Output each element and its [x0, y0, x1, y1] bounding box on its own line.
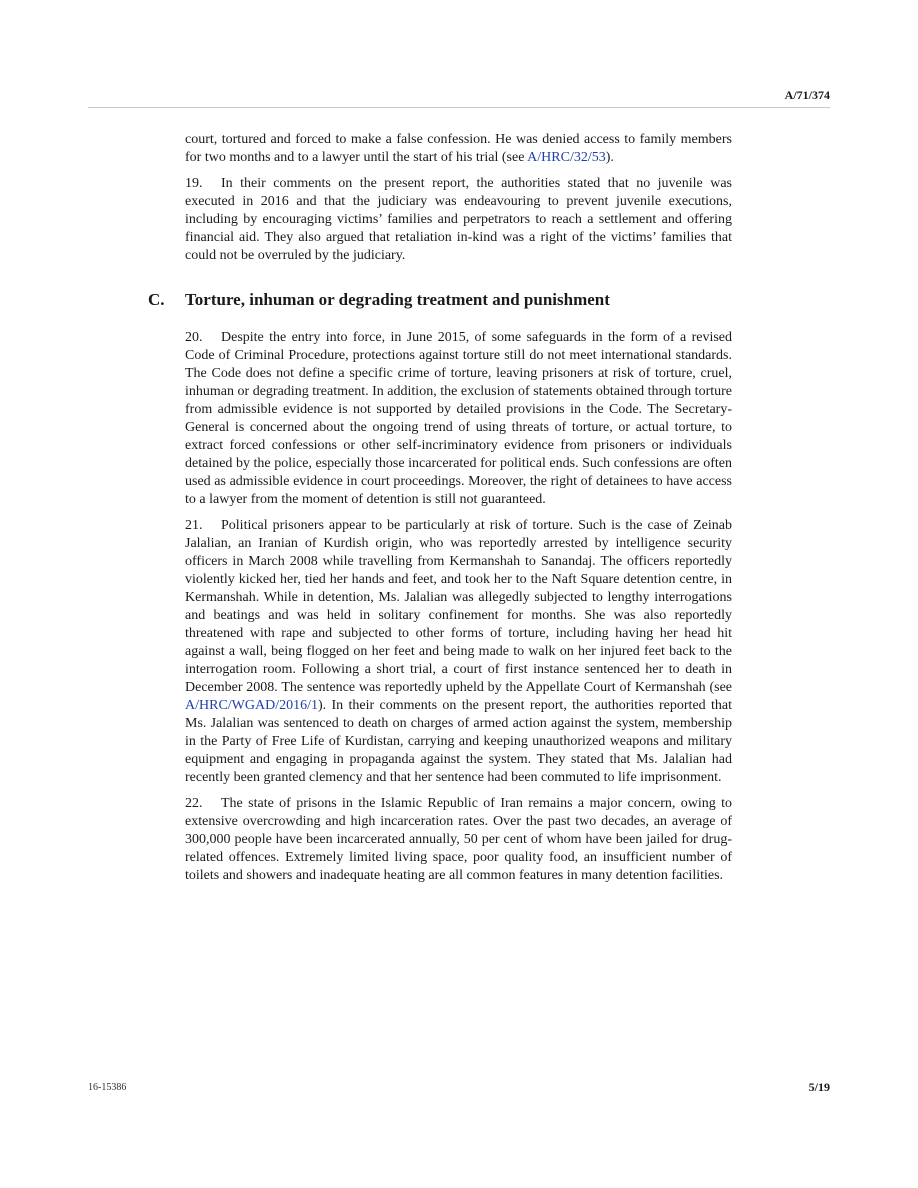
paragraph-number: 22.: [185, 796, 203, 811]
section-heading-c: [148, 289, 732, 311]
footer-page-number: 5/19: [808, 1080, 830, 1094]
paragraph-19: [185, 175, 732, 265]
paragraph-21: [185, 517, 732, 787]
footer-document-code: 16-15386: [88, 1082, 127, 1093]
paragraph-18-continuation: [185, 131, 732, 167]
paragraph-number: 20.: [185, 330, 203, 345]
paragraph-text: The state of prisons in the Islamic Republic of Iran remains a major concern, owing to extensive overcrowding and high incarceration rates. Over the past two decades, an average of 300,000 people have been incarcerated annually, 50 per cent of whom have been jailed for drug-related offences. Extremely limited living space, poor quality food, an insufficient number of toilets and showers and inadequate heating are all common features in many detention facilities.: [185, 796, 732, 883]
section-label: C.: [148, 290, 165, 309]
paragraph-text: Political prisoners appear to be particularly at risk of torture. Such is the case of Zeinab Jalalian, an Iranian of Kurdish origin, who was reportedly arrested by intelligence security officers in March 2008 while travelling from Kermanshah to Sanandaj. The officers reportedly violently kicked her, tied her hands and feet, and took her to the Naft Square detention centre, in Kermanshah. While in detention, Ms. Jalalian was allegedly subjected to lengthy interrogations and beatings and was held in solitary confinement for months. She was also reportedly threatened with rape and subjected to other forms of torture, including having her head hit against a wall, being flogged on her feet and being made to walk on her injured feet back to the interrogation room. Following a short trial, a court of first instance sentenced her to death in December 2008. The sentence was reportedly upheld by the Appellate Court of Kermanshah (see: [185, 518, 732, 695]
paragraph-text: court, tortured and forced to make a false confession. He was denied access to family members for two months and to a lawyer until the start of his trial (see: [185, 132, 732, 165]
paragraph-text: ). In their comments on the present report, the authorities reported that Ms. Jalalian was sentenced to death on charges of armed action against the system, membership in the Party of Free Life of Kurdistan, carrying and keeping unauthorized weapons and military equipment and engaging in propaganda against the system. They stated that Ms. Jalalian had recently been granted clemency and that her sentence had been commuted to life imprisonment.: [185, 698, 732, 785]
reference-link-a-hrc-wgad-2016-1[interactable]: A/HRC/WGAD/2016/1: [185, 698, 318, 713]
header-divider: [88, 107, 830, 108]
paragraph-number: 19.: [185, 176, 203, 191]
paragraph-text: Despite the entry into force, in June 2015, of some safeguards in the form of a revised Code of Criminal Procedure, protections against torture still do not meet international standards. The Code does not define a specific crime of torture, leaving prisoners at risk of torture, cruel, inhuman or degrading treatment. In addition, the exclusion of statements obtained through torture from admissible evidence is not supported by detailed provisions in the Code. The Secretary-General is concerned about the ongoing trend of using threats of torture, or actual torture, to extract forced confessions or other self-incriminatory evidence from prisoners or individuals detained by the police, especially those incarcerated for political ends. Such confessions are often used as admissible evidence in court proceedings. Moreover, the right of detainees to have access to a lawyer from the moment of detention is still not guaranteed.: [185, 330, 732, 507]
paragraph-20: [185, 329, 732, 509]
document-symbol: A/71/374: [784, 88, 830, 102]
section-title: Torture, inhuman or degrading treatment and punishment: [185, 290, 610, 309]
paragraph-text: ).: [605, 150, 614, 165]
document-body: [148, 131, 732, 893]
paragraph-22: [185, 795, 732, 885]
paragraph-number: 21.: [185, 518, 203, 533]
reference-link-a-hrc-32-53[interactable]: A/HRC/32/53: [527, 150, 606, 165]
paragraph-text: In their comments on the present report, the authorities stated that no juvenile was executed in 2016 and that the judiciary was endeavouring to prevent juvenile executions, including by encouraging victims’ families and perpetrators to reach a settlement and offering financial aid. They also argued that retaliation in-kind was a right of the victims’ families that could not be overruled by the judiciary.: [185, 176, 732, 263]
